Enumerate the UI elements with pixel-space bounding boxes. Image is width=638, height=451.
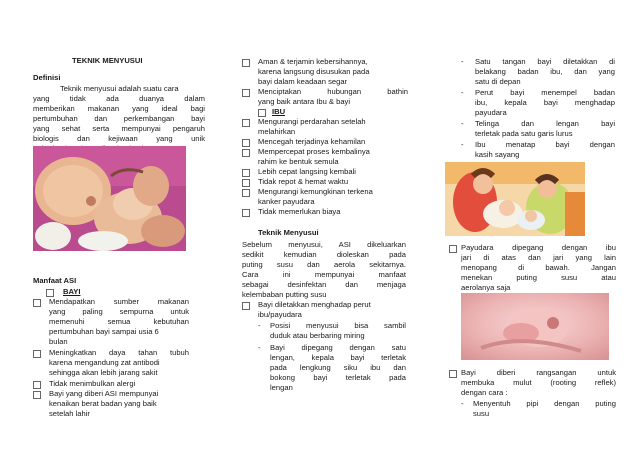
bayi-cont-1-line-0: Menciptakan hubungan bathin — [258, 87, 408, 96]
teknik-line-3: Cara ini mempunyai manfaat — [242, 270, 406, 279]
checkbox-bullet-icon — [242, 179, 250, 187]
bayi-item-2-line-0: Tidak menimbulkan alergi — [49, 379, 136, 388]
checkbox-bullet-icon — [242, 209, 250, 217]
payudara-line-0: Payudara dipegang dengan ibu — [461, 243, 616, 252]
ibu-item-0-line-0: Mengurangi perdarahan setelah — [258, 117, 366, 126]
bayi-item-1-line-1: karena mengandung zat antibodi — [49, 358, 160, 367]
checkbox-bullet-icon — [33, 350, 41, 358]
rangsangan-sub-line-1: susu — [473, 409, 490, 418]
step1-sub-1-line-1: lengan, kepala bayi terletak — [270, 353, 406, 362]
bayi-item-1-line-0: Meningkatkan daya tahan tubuh — [49, 348, 189, 357]
ibu-item-1-line-0: Mencegah terjadinya kehamilan — [258, 137, 366, 146]
bayi-item-0-line-4: bulan — [49, 337, 68, 346]
sub-1-line-1: ibu, kepala bayi menghadap — [475, 98, 615, 107]
payudara-line-1: jari di atas dan jari yang lain — [461, 253, 616, 262]
manfaat-heading: Manfaat ASI — [33, 276, 77, 285]
dash-bullet: - — [461, 140, 464, 149]
checkbox-bullet-icon — [258, 109, 266, 117]
breastfeeding-photo — [33, 146, 186, 251]
dash-bullet: - — [461, 399, 464, 408]
dash-bullet: - — [461, 119, 464, 128]
bayi-item-0-line-1: yang paling sempurna untuk — [49, 307, 189, 316]
sub-0-line-2: satu di depan — [475, 77, 521, 86]
checkbox-bullet-icon — [242, 189, 250, 197]
step1-sub-1-line-3: bokong bayi terletak pada — [270, 373, 406, 382]
checkbox-bullet-icon — [242, 89, 250, 97]
rangsangan-sub-line-0: Menyentuh pipi dengan puting — [473, 399, 616, 408]
ibu-item-3-line-0: Lebih cepat langsing kembali — [258, 167, 356, 176]
definisi-line-1: yang tidak ada duanya dalam — [33, 94, 205, 103]
step1-line-0: Bayi diletakkan menghadap perut — [258, 300, 371, 309]
checkbox-bullet-icon — [33, 391, 41, 399]
ibu-item-4-line-0: Tidak repot & hemat waktu — [258, 177, 349, 186]
definisi-line-3: pertumbuhan dan perkembangan bayi — [33, 114, 205, 123]
dash-bullet: - — [461, 88, 464, 97]
step1-sub-1-line-0: Bayi dipegang dengan satu — [270, 343, 406, 352]
teknik-line-0: Sebelum menyusui, ASI dikeluarkan — [242, 240, 406, 249]
bayi-item-0-line-3: pertumbuhan bayi sampai usia 6 — [49, 327, 159, 336]
bayi-item-3-line-2: setelah lahir — [49, 409, 90, 418]
column-2 — [212, 0, 425, 451]
step1-sub-1-line-4: lengan — [270, 383, 293, 392]
definisi-line-5: biologis dan kejiwaan yang unik — [33, 134, 205, 143]
step1-sub-0-line-1: duduk atau berbaring miring — [270, 331, 365, 340]
checkbox-bullet-icon — [33, 299, 41, 307]
checkbox-bullet-icon — [242, 149, 250, 157]
definisi-heading: Definisi — [33, 73, 61, 82]
checkbox-bullet-icon — [449, 370, 457, 378]
dash-bullet: - — [461, 57, 464, 66]
dash-bullet: - — [258, 343, 261, 352]
bayi-item-0-line-0: Mendapatkan sumber makanan — [49, 297, 189, 306]
ibu-item-5-line-1: kanker payudara — [258, 197, 315, 206]
definisi-line-2: memberikan makanan yang ideal bagi — [33, 104, 205, 113]
checkbox-bullet-icon — [242, 302, 250, 310]
checkbox-bullet-icon — [242, 169, 250, 177]
mother-baby-illustration — [445, 162, 585, 236]
bayi-item-1-line-2: sehingga akan lebih jarang sakit — [49, 368, 158, 377]
sub-3-line-0: Ibu menatap bayi dengan — [475, 140, 615, 149]
payudara-line-4: aerolanya saja — [461, 283, 511, 292]
bayi-cont-0-line-0: Aman & terjamin kebersihannya, — [258, 57, 368, 66]
bayi-cont-0-line-1: karena langsung disusukan pada — [258, 67, 370, 76]
step1-line-1: ibu/payudara — [258, 310, 302, 319]
breast-closeup-photo — [461, 293, 609, 360]
dash-bullet: - — [258, 321, 261, 330]
column-1 — [0, 0, 212, 451]
sub-1-line-2: payudara — [475, 108, 507, 117]
title: TEKNIK MENYUSUI — [72, 56, 143, 65]
teknik-line-1: sedikit kemudian dioleskan pada — [242, 250, 406, 259]
bayi-cont-0-line-2: bayi dalam keadaan segar — [258, 77, 348, 86]
ibu-item-2-line-1: rahim ke bentuk semula — [258, 157, 339, 166]
checkbox-bullet-icon — [449, 245, 457, 253]
ibu-item-2-line-0: Mempercepat proses kembalinya — [258, 147, 370, 156]
rangsangan-line-1: membuka mulut (rooting reflek) — [461, 378, 616, 387]
sub-1-line-0: Perut bayi menempel badan — [475, 88, 615, 97]
sub-2-line-0: Telinga dan lengan bayi — [475, 119, 615, 128]
teknik-line-2: puting susu dan aerola sekitarnya. — [242, 260, 406, 269]
bayi-item-3-line-0: Bayi yang diberi ASI mempunyai — [49, 389, 159, 398]
step1-sub-1-line-2: pada lengkung siku ibu dan — [270, 363, 406, 372]
bayi-heading: BAYI — [63, 287, 81, 296]
checkbox-bullet-icon — [242, 119, 250, 127]
ibu-item-0-line-1: melahirkan — [258, 127, 296, 136]
bayi-cont-1-line-1: yang baik antara Ibu & bayi — [258, 97, 351, 106]
ibu-item-5-line-0: Mengurangi kemungkinan terkena — [258, 187, 373, 196]
bayi-item-3-line-1: kenaikan berat badan yang baik — [49, 399, 157, 408]
ibu-item-6-line-0: Tidak memerlukan biaya — [258, 207, 341, 216]
sub-0-line-1: belakang badan ibu, dan yang — [475, 67, 615, 76]
ibu-heading: IBU — [272, 107, 286, 116]
teknik-line-4: sebagai desinfektan dan menjaga — [242, 280, 406, 289]
rangsangan-line-0: Bayi diberi rangsangan untuk — [461, 368, 616, 377]
checkbox-bullet-icon — [33, 381, 41, 389]
teknik-line-5: kelembaban putting susu — [242, 290, 327, 299]
sub-0-line-0: Satu tangan bayi diletakkan di — [475, 57, 615, 66]
checkbox-bullet-icon — [46, 289, 54, 297]
bayi-item-0-line-2: memenuhi semua kebutuhan — [49, 317, 189, 326]
step1-sub-0-line-0: Posisi menyusui bisa sambil — [270, 321, 406, 330]
definisi-line-4: yang sehat serta mempunyai pengaruh — [33, 124, 205, 133]
teknik-heading: Teknik Menyusui — [258, 228, 319, 237]
sub-3-line-1: kasih sayang — [475, 150, 520, 159]
column-3 — [425, 0, 638, 451]
payudara-line-3: menekan puting susu atau — [461, 273, 616, 282]
rangsangan-line-2: dengan cara : — [461, 388, 508, 397]
sub-2-line-1: terletak pada satu garis lurus — [475, 129, 573, 138]
checkbox-bullet-icon — [242, 139, 250, 147]
payudara-line-2: menopang di bawah. Jangan — [461, 263, 616, 272]
definisi-line-0: Teknik menyusui adalah suatu cara — [60, 84, 179, 93]
checkbox-bullet-icon — [242, 59, 250, 67]
